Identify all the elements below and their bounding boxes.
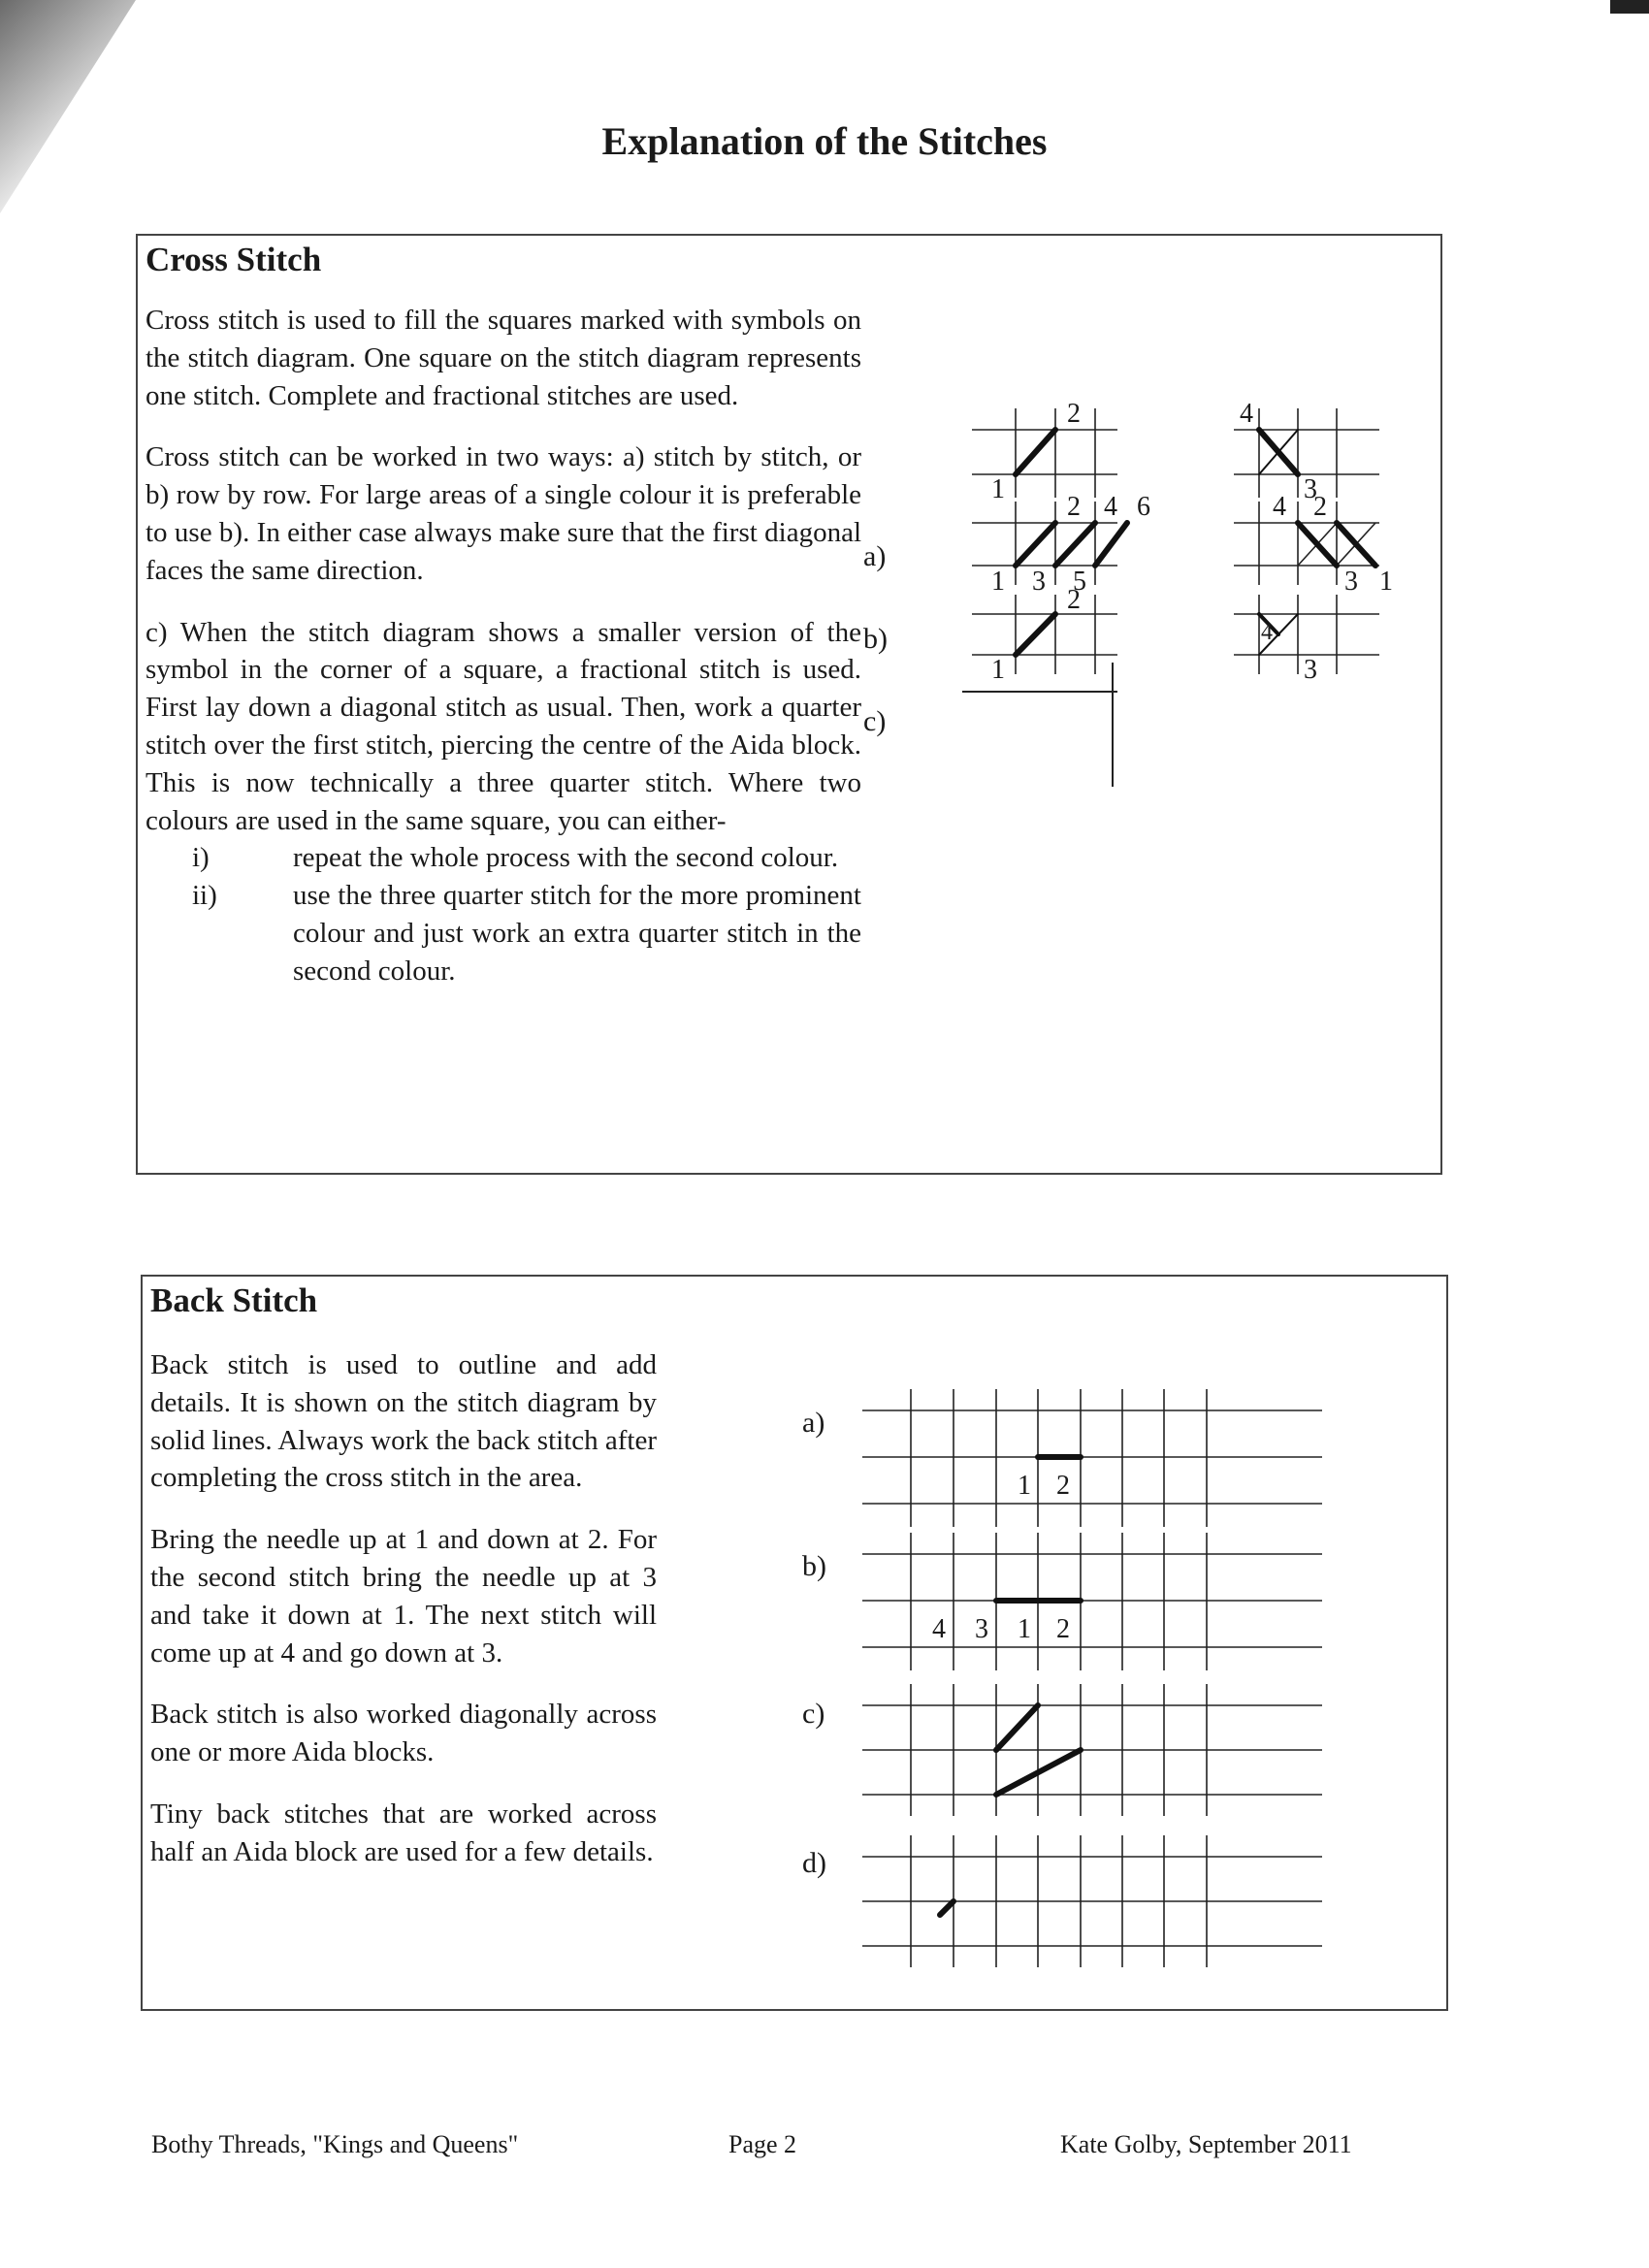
cross-stitch-heading: Cross Stitch xyxy=(146,241,322,278)
back-stitch-heading: Back Stitch xyxy=(150,1281,318,1319)
stitch-number: 1 xyxy=(1018,1471,1031,1501)
stitch-number: 4 xyxy=(932,1614,946,1644)
diagram-label-a: a) xyxy=(863,540,887,572)
stitch-number: 3 xyxy=(1344,567,1358,597)
option-text: use the three quarter stitch for the more prominent colour and just work an extra quarter stitch in the second colour. xyxy=(293,880,861,987)
option-item xyxy=(146,839,861,877)
back-stitch-paragraph: Back stitch is also worked diagonally across one or more Aida blocks. xyxy=(150,1699,657,1768)
stitch-number: 1 xyxy=(991,474,1005,504)
page-title: Explanation of the Stitches xyxy=(601,119,1048,163)
back-stitch-panel xyxy=(141,1275,1448,2011)
cross-stitch-paragraph: Cross stitch is used to fill the squares marked with symbols on the stitch diagram. One square on the stitch diagram represents one stitch. Complete and fractional stitches are used. xyxy=(146,305,861,411)
cross-stitch-grids xyxy=(972,391,1438,798)
cross-stitch-paragraph: Cross stitch can be worked in two ways: a) stitch by stitch, or b) row by row. For large areas of a single colour it is preferable to use b). In either case always make sure that the first diagonal faces the same direction. xyxy=(146,441,861,586)
cross-stitch-panel xyxy=(136,234,1442,1175)
stitch-number: 2 xyxy=(1056,1614,1070,1644)
stitch-number: 1 xyxy=(1379,567,1393,597)
option-item xyxy=(146,877,861,989)
diagram-label-d: d) xyxy=(802,1847,826,1879)
back-stitch-diagrams xyxy=(802,1364,1345,1985)
stitch-number: 4 xyxy=(1104,492,1117,522)
footer-page-number: Page 2 xyxy=(728,2130,797,2158)
stitch-number: 2 xyxy=(1067,492,1081,522)
stitch-number: 1 xyxy=(991,655,1005,685)
stitch-number: 2 xyxy=(1067,399,1081,429)
page-curl-shadow xyxy=(0,0,136,213)
diagram-label-c: c) xyxy=(863,705,887,737)
stitch-number: 1 xyxy=(1018,1614,1031,1644)
stitch-number: 2 xyxy=(1313,492,1327,522)
scan-edge-mark xyxy=(1610,0,1649,14)
option-number: i) xyxy=(192,842,210,874)
stitch-number: 3 xyxy=(975,1614,988,1644)
stitch-number: 3 xyxy=(1304,655,1317,685)
stitch-number: 4 xyxy=(1273,492,1286,522)
footer-right: Kate Golby, September 2011 xyxy=(1060,2130,1352,2158)
stitch-number: 6 xyxy=(1137,492,1150,522)
back-stitch-paragraph: Back stitch is used to outline and add details. It is shown on the stitch diagram by solid lines. Always work the back stitch after completing the cross stitch in the area. xyxy=(150,1349,657,1494)
diagram-label-b: b) xyxy=(802,1550,826,1582)
option-number: ii) xyxy=(192,880,217,912)
diagram-label-a: a) xyxy=(802,1407,825,1439)
stitch-number: 4 xyxy=(1261,620,1273,645)
diagram-label-c: c) xyxy=(802,1698,825,1730)
stitch-number: 4 xyxy=(1240,399,1253,429)
stitch-number: 2 xyxy=(1056,1471,1070,1501)
stitch-number: 3 xyxy=(1032,567,1046,597)
stitch-number: 3 xyxy=(1304,474,1317,504)
stitch-number: 2 xyxy=(1067,585,1081,615)
back-stitch-text xyxy=(150,1346,657,1871)
back-stitch-paragraph: Tiny back stitches that are worked across half an Aida block are used for a few details. xyxy=(150,1798,657,1867)
back-stitch-paragraph: Bring the needle up at 1 and down at 2. For the second stitch bring the needle up at 3 and take it down at 1. The next stitch will come up at 4 and go down at 3. xyxy=(150,1524,657,1669)
diagram-label-b: b) xyxy=(863,623,888,655)
option-text: repeat the whole process with the second colour. xyxy=(293,842,839,874)
cross-stitch-paragraph: c) When the stitch diagram shows a smaller version of the symbol in the corner of a square, a fractional stitch is used. First lay down a diagonal stitch as usual. Then, work a quarter stitch over the first stitch, piercing the centre of the Aida block. This is now technically a three quarter stitch. Where two colours are used in the same square, you can either- xyxy=(146,616,861,836)
footer-left: Bothy Threads, "Kings and Queens" xyxy=(151,2130,519,2158)
cross-stitch-text xyxy=(146,302,861,990)
stitch-number: 5 xyxy=(1073,567,1086,597)
stitch-number: 1 xyxy=(991,567,1005,597)
